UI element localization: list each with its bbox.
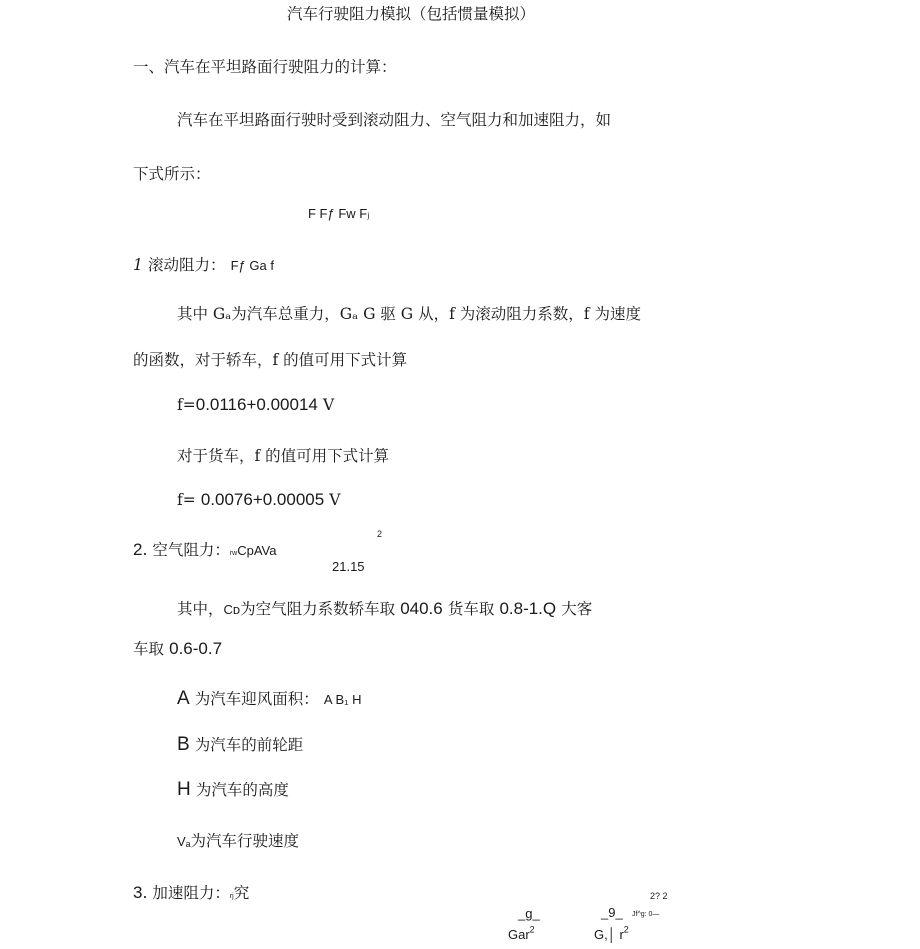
frac-2-denominator	[594, 924, 629, 943]
item-2-formula: CpAVa	[237, 543, 277, 558]
item-3-number: 3	[133, 883, 143, 902]
formula-car-f-expression: 0.0116+0.00014	[195, 395, 318, 414]
frac-1-numerator: _g_	[518, 906, 540, 921]
formula-truck-f	[177, 490, 341, 510]
h-definition	[177, 778, 289, 801]
item-2-label: . 空气阻力：	[142, 541, 230, 559]
item-2-formula-sub: rw	[229, 550, 238, 557]
formula-car-f-v: V	[322, 396, 335, 414]
cd-line1-part-c: 货车取	[447, 600, 495, 618]
formula-total-resistance: F Fƒ Fw Fⱼ	[308, 206, 370, 221]
item-2-denominator: 21.15	[332, 559, 365, 574]
item-1-number: 1	[133, 256, 143, 274]
formula-truck-f-symbol: f=	[177, 491, 196, 509]
frac-1-denominator	[508, 924, 535, 943]
item-2-number: 2	[133, 540, 143, 559]
item-3-row	[133, 881, 249, 903]
frac-2-numerator: _9_	[601, 905, 623, 920]
cd-car-value: 040.6	[400, 599, 443, 618]
cd-line2-part-a: 车取	[133, 640, 165, 658]
frac-2-extra: Jf^g: 0—	[632, 911, 660, 918]
h-text: 为汽车的高度	[195, 781, 289, 799]
a-text: 为汽车迎风面积：	[194, 690, 319, 708]
intro-line-2: 下式所示：	[133, 165, 211, 183]
frac-2-denominator-sup: 2	[623, 924, 629, 935]
section-heading: 一、汽车在平坦路面行驶阻力的计算：	[133, 58, 397, 76]
cd-paragraph-line-2	[133, 637, 222, 659]
cd-paragraph-line-1	[177, 597, 592, 619]
frac-top-superscript: 2? 2	[650, 891, 668, 901]
item-3-char: 究	[233, 884, 250, 902]
ga-paragraph-line-2: 的函数，对于轿车，f 的值可用下式计算	[133, 351, 408, 369]
truck-f-line: 对于货车，f 的值可用下式计算	[177, 447, 390, 465]
item-1-formula: Fƒ Ga f	[230, 258, 274, 273]
cd-truck-value: 0.8-1.Q	[499, 599, 557, 618]
cd-line1-part-b: 为空气阻力系数轿车取	[240, 600, 396, 618]
va-definition	[177, 829, 299, 851]
item-2-superscript: 2	[377, 529, 383, 539]
a-definition	[177, 687, 362, 710]
h-letter: H	[177, 779, 191, 800]
formula-truck-f-expression: 0.0076+0.00005	[200, 490, 325, 509]
a-formula: A B₁ H	[323, 692, 362, 707]
cd-bus-value: 0.6-0.7	[169, 639, 223, 658]
frac-2-denominator-text: G,│ r	[594, 927, 624, 942]
b-definition	[177, 733, 303, 756]
ga-paragraph-line-1: 其中 Gₐ为汽车总重力，Gₐ G 驱 G 从，f 为滚动阻力系数，f 为速度	[177, 305, 641, 323]
a-letter: A	[177, 688, 190, 709]
formula-car-f-symbol: f=	[177, 396, 196, 414]
frac-1-denominator-text: Gar	[508, 927, 530, 942]
b-letter: B	[177, 734, 190, 755]
item-1-row	[133, 253, 274, 275]
intro-line-1: 汽车在平坦路面行驶时受到滚动阻力、空气阻力和加速阻力，如	[177, 111, 612, 129]
item-2-row	[133, 538, 276, 560]
frac-1-denominator-sup: 2	[529, 924, 535, 935]
cd-line1-part-a: 其中，	[177, 600, 224, 618]
item-1-label: 滚动阻力：	[147, 256, 226, 274]
cd-symbol: Cᴅ	[223, 602, 241, 617]
formula-truck-f-v: V	[329, 491, 341, 509]
formula-car-f	[177, 395, 334, 415]
item-3-label: . 加速阻力：	[142, 884, 230, 902]
va-symbol: Vₐ	[177, 834, 191, 849]
page-title: 汽车行驶阻力模拟（包括惯量模拟）	[287, 5, 536, 23]
b-text: 为汽车的前轮距	[194, 736, 304, 754]
va-text: 为汽车行驶速度	[190, 832, 300, 850]
item-3-sub: rj	[229, 893, 234, 900]
cd-line1-part-d: 大客	[561, 600, 593, 618]
